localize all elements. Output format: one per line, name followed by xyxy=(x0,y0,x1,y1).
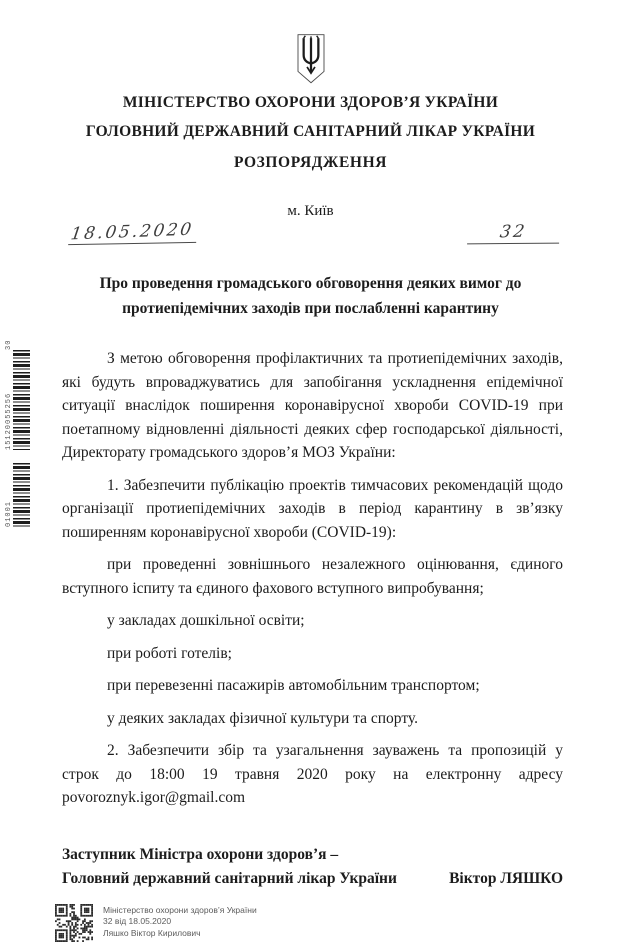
stamp-line-2: 32 від 18.05.2020 xyxy=(103,916,172,926)
body-paragraph-8: 2. Забезпечити збір та узагальнення зауважень та пропозицій у строк до 18:00 19 травня 2020 року на електронну адресу povoroznyk.igor@gmail.com xyxy=(62,742,563,806)
body-paragraph-1: З метою обговорення профілактичних та протиепідемічних заходів, які будуть впроваджуватись для запобігання ускладнення епідемічної ситуації внаслідок поширення коронавірусної хвороби COVID-19 при поетапному відновленні діяльності деяких сфер господарської діяльності, Директорату громадського здоров’я МОЗ України: xyxy=(62,350,563,461)
barcode-digits xyxy=(4,336,13,527)
digital-signature-stamp xyxy=(55,903,621,943)
handwritten-number-field xyxy=(467,222,559,245)
stamp-line-1: Міністерство охорони здоров’я України xyxy=(103,904,257,915)
authority-name: ГОЛОВНИЙ ДЕРЖАВНИЙ САНІТАРНИЙ ЛІКАР УКРАЇНИ xyxy=(85,123,536,140)
signatory-position-line1: Заступник Міністра охорони здоров’я – xyxy=(62,845,339,863)
signatory-position-line2: Головний державний санітарний лікар України xyxy=(62,869,397,887)
handwritten-number: 32 xyxy=(498,221,528,243)
barcode-top-label: 30 xyxy=(4,339,13,350)
tryzub-emblem-icon xyxy=(294,33,328,85)
body-paragraph-5: при роботі готелів; xyxy=(107,644,232,662)
barcode-bars-segment-1 xyxy=(13,350,30,450)
body-paragraph-7: у деяких закладах фізичної культури та спорту. xyxy=(107,709,418,727)
body-paragraph-2: 1. Забезпечити публікацію проектів тимчасових рекомендацій щодо організації протиепідемічних заходів в період карантину в зв’язку поширенням коронавірусної хвороби (COVID-19): xyxy=(62,476,563,541)
body-paragraph-6: при перевезенні пасажирів автомобільним транспортом; xyxy=(107,677,480,694)
city-label: м. Київ xyxy=(287,203,334,219)
signatory-name: Віктор ЛЯШКО xyxy=(449,869,563,887)
barcode-bars-segment-2 xyxy=(13,463,30,527)
body-paragraphs xyxy=(62,347,563,810)
date-number-row xyxy=(0,219,621,245)
signatory-position xyxy=(62,843,397,891)
document-type: РОЗПОРЯДЖЕННЯ xyxy=(233,154,388,171)
body-paragraph-3: при проведенні зовнішнього незалежного оцінювання, єдиного вступного іспиту та єдиного фахового вступного випробування; xyxy=(62,556,563,597)
ministry-name: МІНІСТЕРСТВО ОХОРОНИ ЗДОРОВ’Я УКРАЇНИ xyxy=(122,94,499,111)
signature-block xyxy=(62,843,563,891)
qr-code-icon xyxy=(55,903,93,943)
barcode-number-2: 01001 xyxy=(4,500,13,527)
body-paragraph-4: у закладах дошкільної освіти; xyxy=(107,612,305,629)
stamp-caption xyxy=(103,903,257,940)
coat-of-arms-wrap xyxy=(0,0,621,85)
barcode-number-1: 15120055256 xyxy=(4,392,13,450)
stamp-line-3: Ляшко Віктор Кирилович xyxy=(103,927,201,938)
document-title: Про проведення громадського обговорення деяких вимог до протиепідемічних заходів при послабленні карантину xyxy=(99,275,522,317)
registration-barcode xyxy=(4,336,30,527)
handwritten-date-field xyxy=(68,221,196,245)
handwritten-date: 18.05.2020 xyxy=(69,219,195,245)
